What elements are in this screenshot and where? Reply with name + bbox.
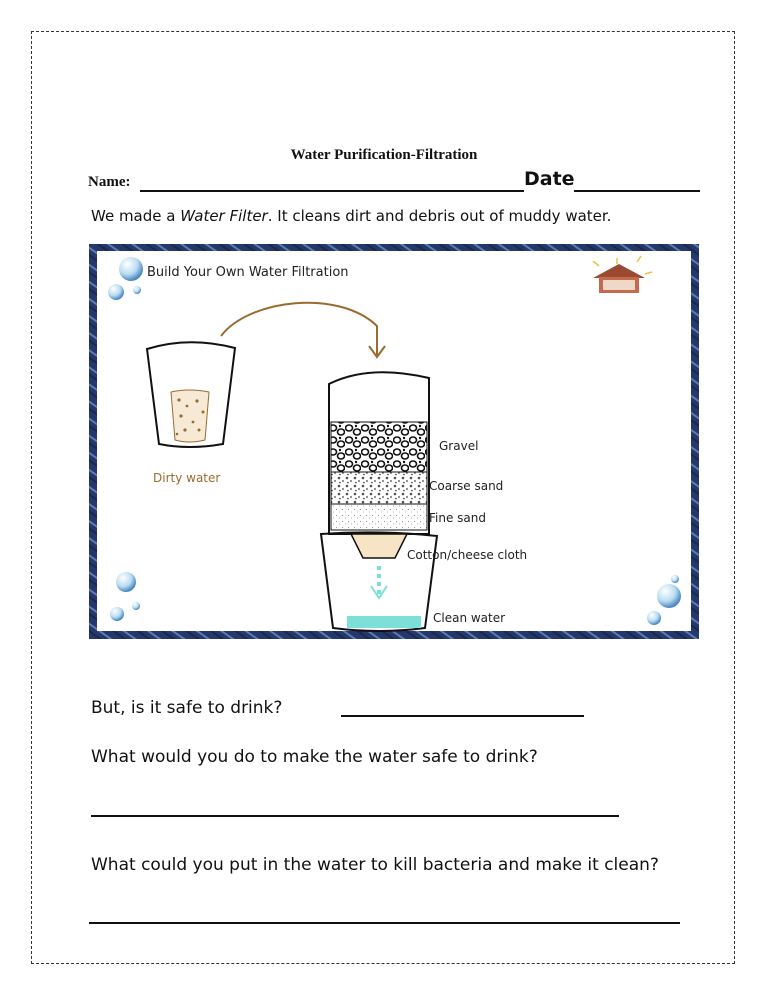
label-dirty-water: Dirty water — [153, 471, 221, 485]
intro-suffix: . It cleans dirt and debris out of muddy water. — [267, 207, 612, 225]
question-kill-bacteria: What could you put in the water to kill bacteria and make it clean? — [91, 855, 659, 875]
label-gravel: Gravel — [439, 439, 479, 453]
label-clean-water: Clean water — [433, 611, 506, 625]
name-blank[interactable] — [140, 190, 524, 192]
dirty-water-cup — [147, 342, 235, 447]
intro-emphasis: Water Filter — [180, 207, 268, 225]
label-cotton: Cotton/cheese cloth — [407, 548, 528, 562]
label-coarse-sand: Coarse sand — [429, 479, 504, 493]
label-fine-sand: Fine sand — [429, 511, 486, 525]
question-make-safe: What would you do to make the water safe to drink? — [91, 747, 538, 767]
answer-line-1[interactable] — [341, 715, 584, 717]
intro-prefix: We made a — [91, 207, 181, 225]
filtration-diagram — [89, 244, 699, 639]
answer-line-2[interactable] — [91, 815, 619, 817]
name-date-row — [88, 168, 700, 194]
filter-bottle — [329, 372, 429, 558]
name-label: Name: — [88, 174, 131, 190]
date-label: Date — [524, 168, 575, 190]
question-safe-to-drink: But, is it safe to drink? — [91, 698, 283, 718]
answer-line-3[interactable] — [89, 922, 680, 924]
intro-sentence — [91, 207, 611, 225]
date-blank[interactable] — [574, 190, 700, 192]
worksheet-title: Water Purification-Filtration — [290, 147, 478, 163]
diagram-heading: Build Your Own Water Filtration — [147, 265, 349, 280]
